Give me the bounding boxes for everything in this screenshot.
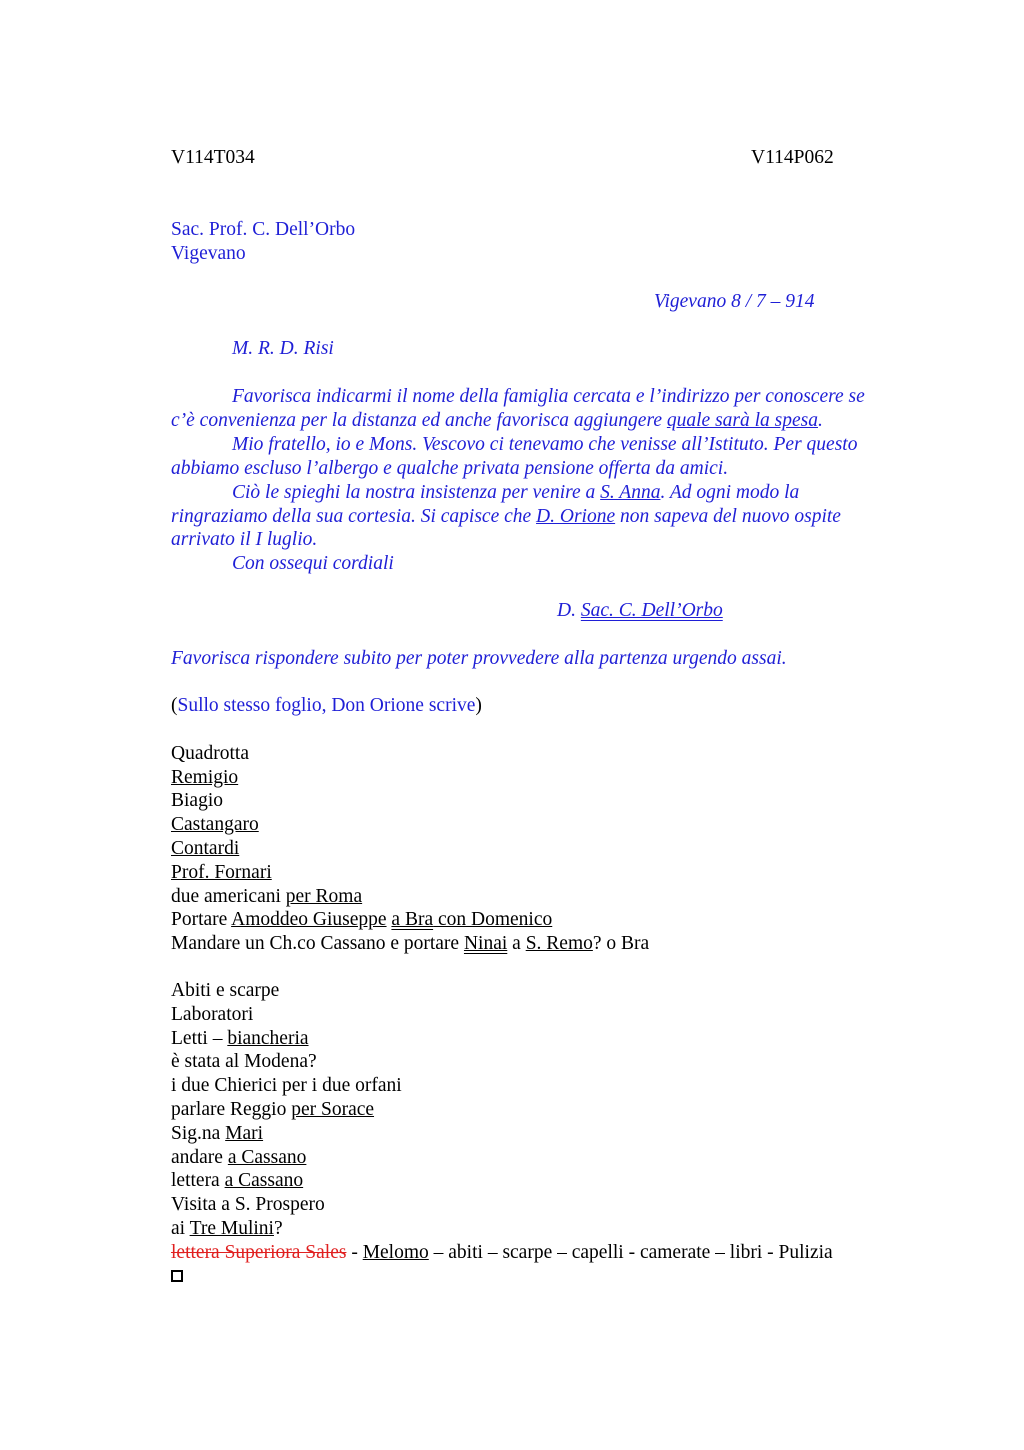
text-run: ai [171,1218,190,1239]
note-line: Prof. Fornari [171,862,272,883]
underlined-text: a Cassano [227,1147,307,1168]
letter-paragraph-line: Mio fratello, io e Mons. Vescovo ci tenevamo che venisse all’Istituto. Per questo [232,434,858,455]
text-run: lettera [171,1170,225,1191]
text-run: parlare Reggio [171,1099,292,1120]
underlined-text: Amoddeo Giuseppe [231,909,387,930]
header-left-code: V114T034 [171,147,255,168]
underlined-text: S. Anna [600,482,661,503]
letter-paragraph-line [232,481,799,505]
double-underlined-text: a Bra [391,909,434,930]
note-line [171,1122,263,1146]
text-run: ? [273,1218,283,1239]
text-run: c’è convenienza per la distanza ed anche favorisca aggiungere [171,410,667,431]
underlined-text: per Sorace [291,1099,375,1120]
underlined-text: Melomo [362,1242,429,1263]
letter-salutation: M. R. D. Risi [232,338,334,359]
text-run: . Ad ogni modo la [660,482,800,503]
note-line [171,932,649,956]
note-line [171,1169,303,1193]
underlined-text: Tre Mulini [189,1218,274,1239]
text-run: Ciò le spieghi la nostra insistenza per venire a [232,482,601,503]
text-run: ringraziamo della sua cortesia. Si capisce che [171,506,537,527]
text-run: due americani [171,886,286,907]
underlined-text: per Roma [285,886,363,907]
text-run: Sullo stesso foglio, Don Orione scrive [177,695,476,716]
note-line [171,1265,183,1289]
note-line: Remigio [171,767,239,788]
note-line [171,885,362,909]
note-line: è stata al Modena? [171,1051,317,1072]
note-line: Castangaro [171,814,259,835]
text-run: ) [475,695,482,716]
note-line: Contardi [171,838,240,859]
text-run: Sig.na [171,1123,226,1144]
empty-box-icon [171,1270,183,1282]
underlined-text: S. Remo [525,933,593,954]
letter-date: Vigevano 8 / 7 – 914 [654,291,815,312]
text-run: a [507,933,526,954]
underlined-text: D. Orione [536,506,616,527]
letter-paragraph-line [171,505,841,529]
letter-paragraph-line: Favorisca indicarmi il nome della famiglia cercata e l’indirizzo per conoscere se [232,386,865,407]
header-right-code: V114P062 [751,147,834,168]
text-run: non sapeva del nuovo ospite [615,506,841,527]
letter-paragraph-line [171,409,823,433]
note-line [171,1098,374,1122]
text-run: ? o Bra [592,933,650,954]
text-run: Letti – [171,1028,228,1049]
letter-signature [557,599,723,623]
underlined-text: a Cassano [224,1170,304,1191]
underlined-text: biancheria [227,1028,309,1049]
letter-paragraph-line: abbiamo escluso l’albergo e qualche privata pensione offerta da amici. [171,458,729,479]
note-line: i due Chierici per i due orfani [171,1075,402,1096]
underlined-text: Mari [225,1123,264,1144]
note-line [171,1146,306,1170]
letter-closing: Con ossequi cordiali [232,553,394,574]
sender-place: Vigevano [171,243,246,264]
note-line: Abiti e scarpe [171,980,280,1001]
letter-paragraph-line: arrivato il I luglio. [171,529,318,550]
note-line: Laboratori [171,1004,254,1025]
text-run: D. [557,600,581,621]
sender-name: Sac. Prof. C. Dell’Orbo [171,219,356,240]
text-run: – abiti – scarpe – capelli - camerate – libri - Pulizia [428,1242,833,1263]
struck-through-text: lettera Superiora Sales [171,1242,347,1263]
text-run: . [818,410,823,431]
text-run: Mandare un Ch.co Cassano e portare [171,933,464,954]
note-line [171,1027,309,1051]
editorial-note [171,694,482,718]
underlined-text: con Domenico [433,909,553,930]
double-underlined-text: Sac. C. Dell’Orbo [580,600,723,621]
letter-postscript: Favorisca rispondere subito per poter provvedere alla partenza urgendo assai. [171,648,787,669]
note-line: Visita a S. Prospero [171,1194,325,1215]
underlined-text: quale sarà la spesa [666,410,818,431]
double-underlined-text: Ninai [463,933,508,954]
note-line [171,1217,283,1241]
text-run: Portare [171,909,232,930]
note-line: Quadrotta [171,743,249,764]
text-run: ( [171,695,178,716]
text-run: andare [171,1147,228,1168]
note-line [171,1241,833,1265]
note-line: Biagio [171,790,223,811]
note-line [171,908,552,932]
text-run: - [346,1242,363,1263]
